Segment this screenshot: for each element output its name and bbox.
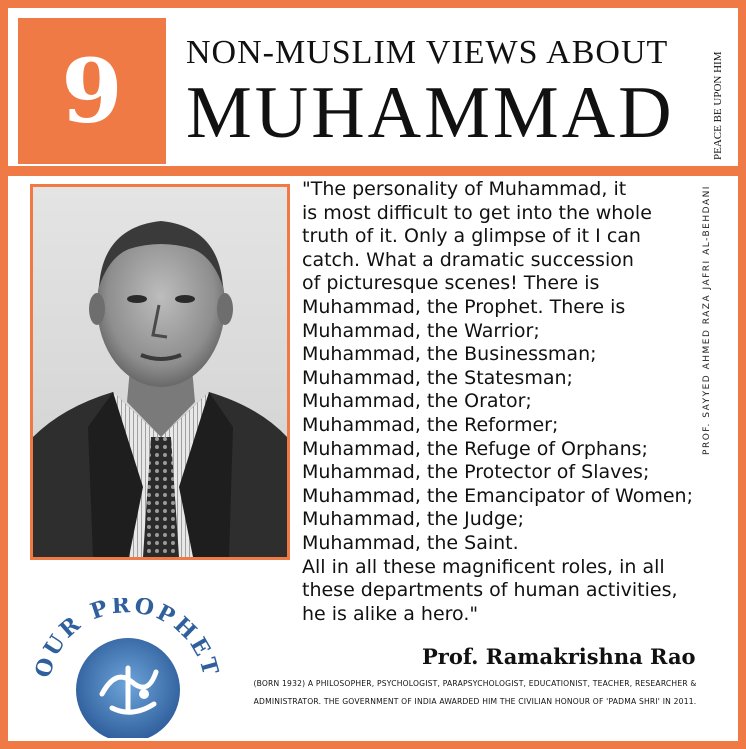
header-title-line1: NON-MUSLIM VIEWS ABOUT xyxy=(186,34,669,71)
author-name: Prof. Ramakrishna Rao xyxy=(422,644,696,669)
our-prophet-logo xyxy=(32,598,222,738)
portrait-photo xyxy=(30,184,290,560)
our-prophet-logo-graphic xyxy=(32,598,222,738)
quote-text: "The personality of Muhammad, it is most difficult to get into the whole truth of it. Only a glimpse of it I can catch. What a dramatic succession of picturesque scenes! There is Muhammad, the Prophet. There is Muhammad, the Warrior; Muhammad, the Businessman; Muhammad, the Statesman; Muhammad, the Orator; Muhammad, the Reformer; Muhammad, the Refuge of Orphans; Muhammad, the Protector of Slaves; Muhammad, the Emancipator of Women; Muhammad, the Judge; Muhammad, the Saint. All in all these magnificent roles, in all these departments of human activities, he is alike a hero." xyxy=(302,178,693,625)
svg-text:OUR PROPHET: OUR PROPHET xyxy=(32,598,222,681)
portrait-illustration xyxy=(33,187,287,557)
number-badge xyxy=(18,18,166,164)
peace-be-upon-him-label: PEACE BE UPON HIM xyxy=(712,51,724,160)
number-label: 9 xyxy=(61,39,123,143)
side-credit-label: PROF. SAYYED AHMED RAZA JAFRI AL-BEHDANI xyxy=(702,185,712,455)
divider-band xyxy=(8,166,738,176)
header-title-line2: MUHAMMAD xyxy=(186,72,675,154)
author-bio: (BORN 1932) A PHILOSOPHER, PSYCHOLOGIST, PARAPSYCHOLOGIST, EDUCATIONIST, TEACHER, RESEARCHER & ADMINISTRATOR. THE GOVERNMENT OF INDIA AWARDED HIM THE CIVILIAN HONOUR OF 'PADMA SHRI' IN 2011. xyxy=(253,679,697,706)
